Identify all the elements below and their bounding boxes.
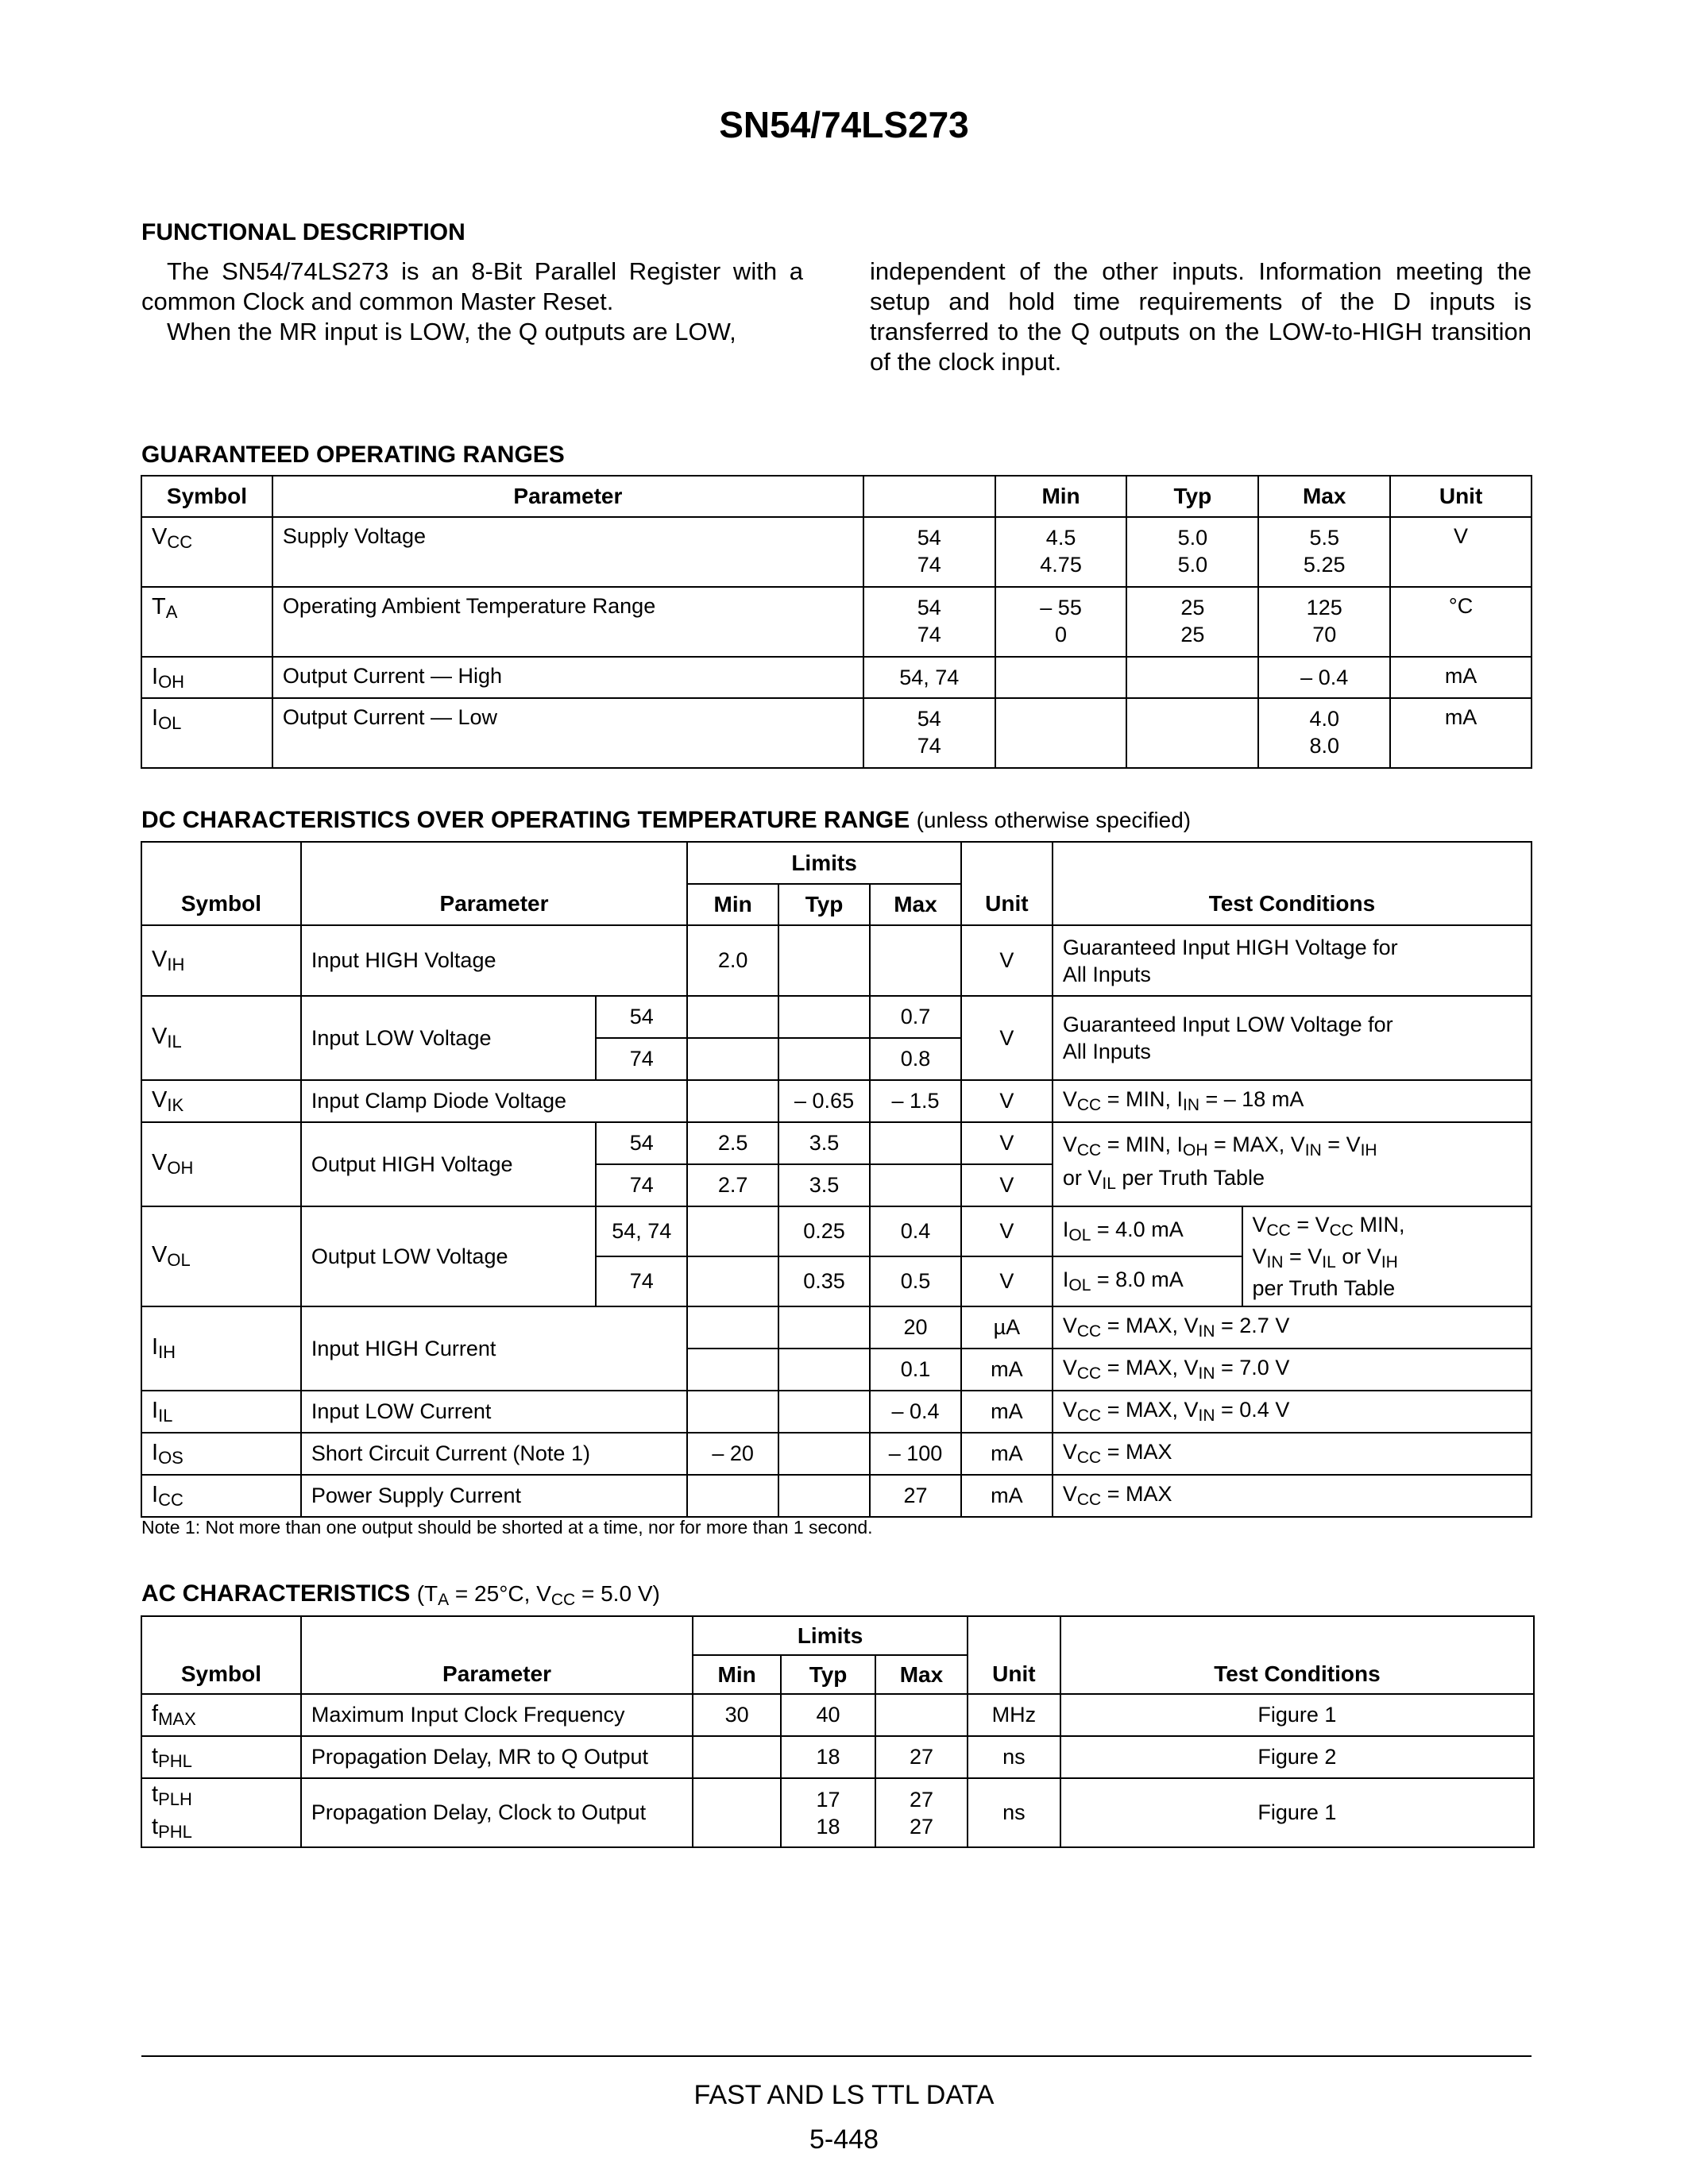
dc-typ-vol-1: 0.25 [778,1206,870,1256]
dc-symbol-iih: $I_{IH}$ [141,1306,301,1391]
dc-unit-voh-74: V [961,1164,1053,1206]
dc-header-max: Max [870,884,961,925]
dc-max-vil-54: 0.7 [870,996,961,1038]
operating-ranges-row [141,587,1532,657]
ac-header-limits: Limits [693,1616,968,1655]
ac-unit-tp: ns [968,1778,1060,1847]
dc-header-symbol: Symbol [141,842,301,925]
ac-characteristics-table [141,1615,1535,1848]
dc-max-vil-74: 0.8 [870,1038,961,1080]
dc-test-vol-iol-4: $I_{OL} = 4.0$ mA [1053,1206,1242,1256]
dc-header-parameter: Parameter [301,842,687,925]
dc-test-iih-1: $V_{CC}$ = MAX, $V_{IN} = 2.7$ V [1053,1306,1532,1349]
dc-symbol-vik: $V_{IK}$ [141,1080,301,1122]
dc-symbol-iil: $I_{IL}$ [141,1391,301,1433]
header-device [863,476,995,517]
ac-min-tp [693,1778,781,1847]
page-title: SN54/74LS273 [719,104,969,145]
dc-unit-voh-54: V [961,1122,1053,1164]
ac-characteristics-heading [141,1580,660,1610]
gor-device: 54, 74 [863,657,995,698]
ac-header-typ: Typ [781,1655,875,1694]
operating-ranges-header-row [141,476,1532,517]
dc-max-iil: – 0.4 [870,1391,961,1433]
ac-typ-tphl: 18 [781,1736,875,1778]
dc-test-vol-conditions: $V_{CC} = V_{CC}$ MIN, $V_{IN} = V_{IL}$ or $V_{IH}$ per Truth Table [1242,1206,1532,1306]
dc-heading-text: DC CHARACTERISTICS OVER OPERATING TEMPERATURE RANGE [141,807,910,833]
ac-header-symbol: Symbol [141,1616,301,1694]
gor-device: 54 74 [863,587,995,657]
dc-unit-iih-2: mA [961,1349,1053,1391]
dc-min-vih: 2.0 [687,925,778,996]
ac-max-tphl: 27 [875,1736,968,1778]
dc-symbol-ios: $I_{OS}$ [141,1433,301,1475]
gor-min [995,657,1127,698]
gor-typ [1126,698,1258,768]
gor-typ [1126,657,1258,698]
dc-param-vih: Input HIGH Voltage [301,925,687,996]
header-max: Max [1258,476,1390,517]
dc-header-row-1 [141,842,1532,884]
dc-param-vol: Output LOW Voltage [301,1206,596,1306]
dc-unit-vih: V [961,925,1053,996]
gor-unit: °C [1390,587,1532,657]
gor-parameter: Operating Ambient Temperature Range [272,587,863,657]
dc-max-vol-2: 0.5 [870,1256,961,1306]
ac-row-fmax [141,1694,1534,1736]
gor-unit: mA [1390,657,1532,698]
dc-param-ios: Short Circuit Current (Note 1) [301,1433,687,1475]
dc-unit-iil: mA [961,1391,1053,1433]
dc-heading-note: (unless otherwise specified) [916,808,1192,832]
dc-test-vol-iol-8: $I_{OL} = 8.0$ mA [1053,1256,1242,1306]
dc-param-iil: Input LOW Current [301,1391,687,1433]
dc-typ-voh-54: 3.5 [778,1122,870,1164]
ac-heading-text: AC CHARACTERISTICS [141,1580,411,1607]
gor-symbol: $T_A$ [141,587,272,657]
dc-header-unit: Unit [961,842,1053,925]
dc-unit-vik: V [961,1080,1053,1122]
ac-max-fmax [875,1694,968,1736]
footer-divider [141,2055,1532,2057]
dc-symbol-vil: $V_{IL}$ [141,996,301,1080]
ac-symbol-tphl: $t_{PHL}$ [141,1736,301,1778]
gor-max: 125 70 [1258,587,1390,657]
ac-header-row-1 [141,1616,1534,1655]
dc-param-icc: Power Supply Current [301,1475,687,1517]
ac-header-test-conditions: Test Conditions [1060,1616,1534,1694]
dc-dev-voh-74: 74 [596,1164,687,1206]
dc-symbol-vih: $V_{IH}$ [141,925,301,996]
ac-test-tphl: Figure 2 [1060,1736,1534,1778]
gor-min: 4.5 4.75 [995,517,1127,587]
dc-test-vik: $V_{CC}$ = MIN, $I_{IN}$ = – 18 mA [1053,1080,1532,1122]
gor-max: 4.0 8.0 [1258,698,1390,768]
ac-typ-fmax: 40 [781,1694,875,1736]
dc-typ-vol-2: 0.35 [778,1256,870,1306]
ac-test-tp: Figure 1 [1060,1778,1534,1847]
ac-symbol-fmax: $f_{MAX}$ [141,1694,301,1736]
gor-device: 54 74 [863,698,995,768]
dc-header-limits: Limits [687,842,961,884]
dc-symbol-icc: $I_{CC}$ [141,1475,301,1517]
operating-ranges-row [141,517,1532,587]
gor-symbol: $V_{CC}$ [141,517,272,587]
dc-typ-vik: – 0.65 [778,1080,870,1122]
footer-title: FAST AND LS TTL DATA [693,2080,995,2110]
ac-header-unit: Unit [968,1616,1060,1694]
dc-test-iil: $V_{CC}$ = MAX, $V_{IN} = 0.4$ V [1053,1391,1532,1433]
operating-ranges-row [141,698,1532,768]
gor-symbol: $I_{OH}$ [141,657,272,698]
dc-unit-vil: V [961,996,1053,1080]
dc-test-ios: $V_{CC}$ = MAX [1053,1433,1532,1475]
header-unit: Unit [1390,476,1532,517]
dc-characteristics-table [141,841,1532,1518]
dc-max-vol-1: 0.4 [870,1206,961,1256]
dc-unit-icc: mA [961,1475,1053,1517]
ac-typ-tp: 17 18 [781,1778,875,1847]
functional-paragraph-3: independent of the other inputs. Information meeting the setup and hold time requirements of the D inputs is transferred to the Q outputs on the LOW-to-HIGH transition of the clock input. [870,257,1532,376]
dc-dev-vol-1: 54, 74 [596,1206,687,1256]
dc-header-typ: Typ [778,884,870,925]
functional-description-heading: FUNCTIONAL DESCRIPTION [141,219,465,245]
dc-param-vil: Input LOW Voltage [301,996,596,1080]
operating-ranges-table [141,475,1532,769]
ac-param-tphl: Propagation Delay, MR to Q Output [301,1736,693,1778]
dc-max-iih-1: 20 [870,1306,961,1349]
ac-unit-fmax: MHz [968,1694,1060,1736]
header-min: Min [995,476,1127,517]
ac-header-min: Min [693,1655,781,1694]
dc-note: Note 1: Not more than one output should be shorted at a time, nor for more than 1 second. [141,1517,873,1538]
dc-min-ios: – 20 [687,1433,778,1475]
ac-symbol-tplh-tphl: $t_{PLH}$ $t_{PHL}$ [141,1778,301,1847]
dc-dev-vol-2: 74 [596,1256,687,1306]
gor-min [995,698,1127,768]
gor-device: 54 74 [863,517,995,587]
header-symbol: Symbol [141,476,272,517]
functional-right-column [870,257,1532,377]
dc-row-ios [141,1433,1532,1475]
dc-max-ios: – 100 [870,1433,961,1475]
dc-row-iih-1 [141,1306,1532,1349]
dc-param-vik: Input Clamp Diode Voltage [301,1080,687,1122]
ac-test-fmax: Figure 1 [1060,1694,1534,1736]
dc-test-vil: Guaranteed Input LOW Voltage for All Inputs [1053,996,1532,1080]
ac-param-tp: Propagation Delay, Clock to Output [301,1778,693,1847]
ac-heading-conditions: ($T_A = 25^\circ C$, $V_{CC} = 5.0$ V) [416,1581,660,1609]
gor-min: – 55 0 [995,587,1127,657]
gor-parameter: Supply Voltage [272,517,863,587]
ac-max-tp: 27 27 [875,1778,968,1847]
gor-max: 5.5 5.25 [1258,517,1390,587]
operating-ranges-heading: GUARANTEED OPERATING RANGES [141,442,565,468]
dc-typ-voh-74: 3.5 [778,1164,870,1206]
dc-param-iih: Input HIGH Current [301,1306,687,1391]
dc-symbol-voh: $V_{OH}$ [141,1122,301,1206]
dc-min-voh-74: 2.7 [687,1164,778,1206]
functional-paragraph-1: The SN54/74LS273 is an 8-Bit Parallel Register with a common Clock and common Master Reset. [141,257,803,315]
dc-symbol-vol: $V_{OL}$ [141,1206,301,1306]
dc-param-voh: Output HIGH Voltage [301,1122,596,1206]
dc-unit-vol-1: V [961,1206,1053,1256]
page-number: 5-448 [809,2124,879,2155]
dc-header-test-conditions: Test Conditions [1053,842,1532,925]
gor-parameter: Output Current — High [272,657,863,698]
dc-row-voh-54 [141,1122,1532,1164]
functional-paragraph-2: When the MR input is LOW, the Q outputs are LOW, [167,318,736,345]
dc-min-voh-54: 2.5 [687,1122,778,1164]
ac-param-fmax: Maximum Input Clock Frequency [301,1694,693,1736]
ac-row-tphl-mr [141,1736,1534,1778]
header-typ: Typ [1126,476,1258,517]
dc-test-voh: $V_{CC}$ = MIN, $I_{OH}$ = MAX, $V_{IN} = V_{IH}$ or $V_{IL}$ per Truth Table [1053,1122,1532,1206]
dc-row-vik [141,1080,1532,1122]
functional-left-column [141,257,803,347]
gor-symbol: $I_{OL}$ [141,698,272,768]
ac-header-parameter: Parameter [301,1616,693,1694]
header-parameter: Parameter [272,476,863,517]
footer [0,2073,1688,2162]
gor-parameter: Output Current — Low [272,698,863,768]
dc-dev-vil-54: 54 [596,996,687,1038]
dc-unit-ios: mA [961,1433,1053,1475]
ac-min-fmax: 30 [693,1694,781,1736]
dc-row-vol-1 [141,1206,1532,1256]
dc-test-iih-2: $V_{CC}$ = MAX, $V_{IN} = 7.0$ V [1053,1349,1532,1391]
dc-unit-iih-1: µA [961,1306,1053,1349]
gor-unit: mA [1390,698,1532,768]
dc-row-icc [141,1475,1532,1517]
dc-dev-voh-54: 54 [596,1122,687,1164]
dc-test-icc: $V_{CC}$ = MAX [1053,1475,1532,1517]
ac-unit-tphl: ns [968,1736,1060,1778]
dc-characteristics-heading [141,807,1191,834]
gor-typ: 25 25 [1126,587,1258,657]
ac-min-tphl [693,1736,781,1778]
gor-typ: 5.0 5.0 [1126,517,1258,587]
dc-unit-vol-2: V [961,1256,1053,1306]
ac-row-tp-clock [141,1778,1534,1847]
dc-row-vil-54 [141,996,1532,1038]
dc-max-vik: – 1.5 [870,1080,961,1122]
dc-dev-vil-74: 74 [596,1038,687,1080]
gor-unit: V [1390,517,1532,587]
dc-max-iih-2: 0.1 [870,1349,961,1391]
operating-ranges-row [141,657,1532,698]
dc-row-vih [141,925,1532,996]
dc-max-icc: 27 [870,1475,961,1517]
dc-header-min: Min [687,884,778,925]
gor-max: – 0.4 [1258,657,1390,698]
dc-test-vih: Guaranteed Input HIGH Voltage for All Inputs [1053,925,1532,996]
dc-row-iil [141,1391,1532,1433]
ac-header-max: Max [875,1655,968,1694]
